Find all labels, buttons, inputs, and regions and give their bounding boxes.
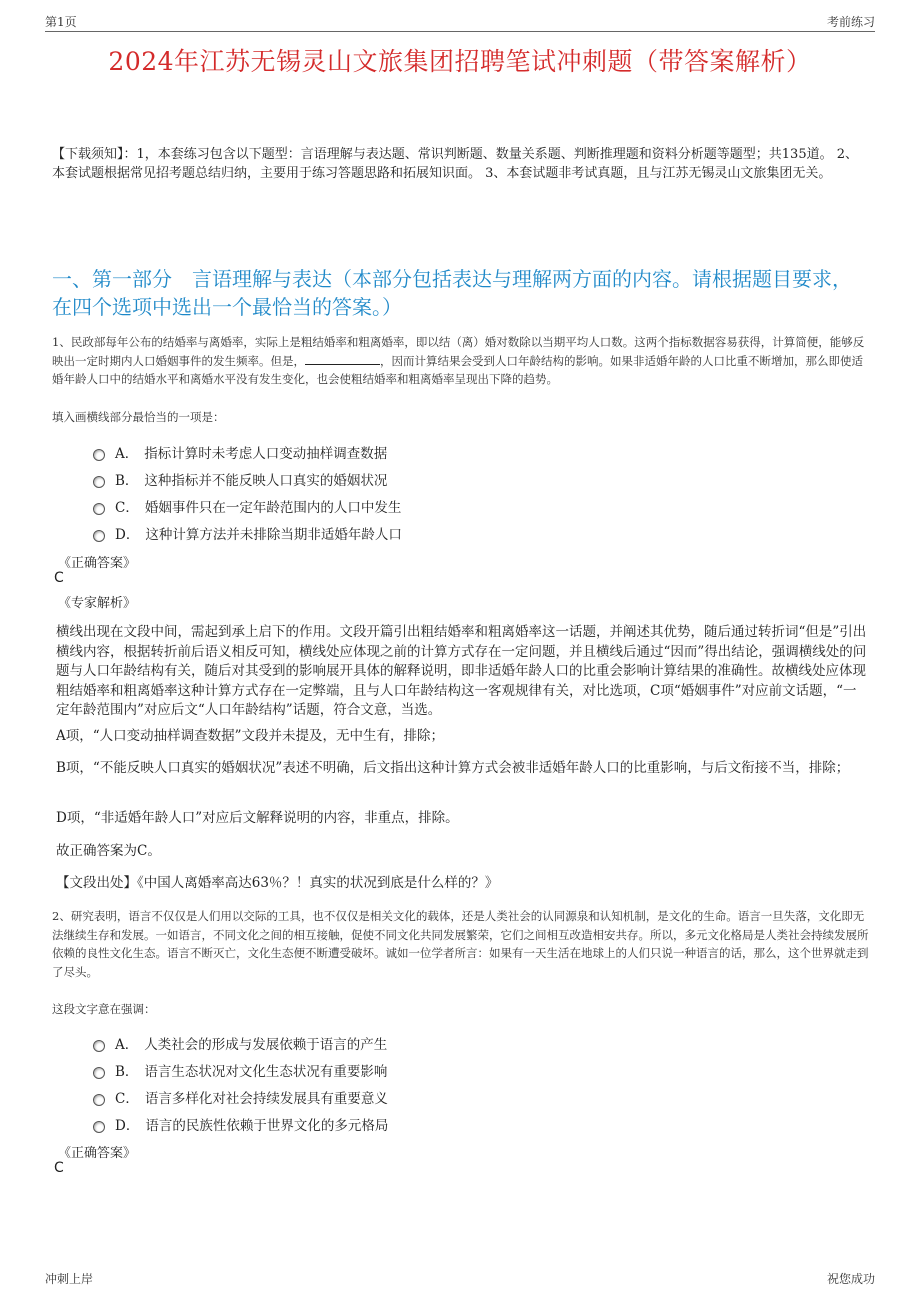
option-b[interactable] (93, 465, 402, 492)
radio-button-icon[interactable] (93, 1094, 105, 1106)
option-text: 语言多样化对社会持续发展具有重要意义 (144, 1090, 388, 1107)
passage-source: 【文段出处】《中国人离婚率高达63％？！真实的状况到底是什么样的？》 (56, 875, 499, 891)
question-2-text: 2、研究表明，语言不仅仅是人们用以交际的工具，也不仅仅是相关文化的载体，还是人类社会的认同源泉和认知机制，是文化的生命。语言一旦失落，文化即无法继续生存和发展。一如语言，不同文化之间的相互接触，促使不同文化共同发展繁荣，它们之间相互改造相安共存。所以，多元文化格局是人类社会持续发展所依赖的良性文化生态。语言不断灭亡，文化生态便不断遭受破坏。诚如一位学者所言：如果有一天生活在地球上的人们只说一种语言的话，那么，这个世界就走到了尽头。 (52, 909, 869, 979)
option-b[interactable] (93, 1056, 388, 1083)
question-2-options (93, 1029, 388, 1137)
answer-heading: 《正确答案》 (58, 1146, 137, 1161)
radio-button-icon[interactable] (93, 476, 105, 488)
radio-button-icon[interactable] (93, 1121, 105, 1133)
question-1-text-after: ，因而计算结果会受到人口年龄结构的影响。如果非适婚年龄的人口比重不断增加，那么即使适婚年龄人口中的结婚水平和离婚水平没有发生变化，也会使粗结婚率和粗离婚率呈现出下降的趋势。 (52, 353, 863, 386)
download-notice: 【下载须知】：1，本套练习包含以下题型：言语理解与表达题、常识判断题、数量关系题、判断推理题和资料分析题等题型；共135道。 2、本套试题根据常见招考题总结归纳，主要用于练习答题思路和拓展知识面。 3、本套试题非考试真题，且与江苏无锡灵山文旅集团无关。 (52, 147, 858, 181)
page-header (45, 13, 875, 31)
question-1-text-before: 1、民政部每年公布的结婚率与离婚率，实际上是粗结婚率和粗离婚率，即以结（离）婚对数除以当期平均人口数。这两个指标数据容易获得，计算简便，能够反映出一定时期内人口婚姻事件的发生频率。但是， (52, 335, 865, 368)
question-1-prompt: 填入画横线部分最恰当的一项是： (52, 410, 225, 424)
option-label: A． (115, 445, 139, 462)
question-2-prompt: 这段文字意在强调： (52, 1002, 156, 1016)
option-a[interactable] (93, 438, 402, 465)
analysis-option-d: D项，“非适婚年龄人口”对应后文解释说明的内容，非重点，排除。 (56, 810, 459, 826)
fill-blank (305, 352, 380, 365)
option-label: B． (115, 472, 139, 489)
option-text: 语言的民族性依赖于世界文化的多元格局 (145, 1117, 389, 1134)
analysis-paragraph: 横线出现在文段中间，需起到承上启下的作用。文段开篇引出粗结婚率和粗离婚率这一话题，并阐述其优势，随后通过转折词“但是”引出横线内容，根据转折前后语义相反可知，横线处应体现之前的计算方式存在一定问题，并且横线后通过“因而”得出结论，强调横线处的问题与人口年龄结构有关，随后对其受到的影响展开具体的解释说明，即非适婚年龄人口的比重会影响计算结果的准确性。故横线处应体现粗结婚率和粗离婚率这种计算方式存在一定弊端，且与人口年龄结构这一客观规律有关，对比选项，C项“婚姻事件”对应前文话题，“一定年龄范围内”对应后文“人口年龄结构”话题，符合文意，当选。 (56, 624, 867, 718)
header-divider (45, 31, 875, 32)
answer-heading: 《正确答案》 (58, 556, 137, 571)
analysis-heading: 《专家解析》 (58, 596, 137, 611)
option-text: 这种计算方法并未排除当期非适婚年龄人口 (145, 526, 402, 543)
question-1-text (52, 333, 870, 389)
page-number: 第1页 (45, 15, 77, 29)
option-label: D． (115, 1117, 140, 1134)
answer-value: C (54, 570, 64, 586)
radio-button-icon[interactable] (93, 1040, 105, 1052)
footer-left: 冲刺上岸 (45, 1272, 94, 1286)
question-1-options (93, 438, 402, 546)
header-category: 考前练习 (826, 15, 875, 29)
option-label: C． (115, 1090, 139, 1107)
option-text: 人类社会的形成与发展依赖于语言的产生 (144, 1036, 388, 1053)
option-text: 这种指标并不能反映人口真实的婚姻状况 (144, 472, 388, 489)
option-label: B． (115, 1063, 139, 1080)
option-label: C． (115, 499, 139, 516)
option-text: 指标计算时未考虑人口变动抽样调查数据 (144, 445, 388, 462)
radio-button-icon[interactable] (93, 530, 105, 542)
analysis-option-b: B项，“不能反映人口真实的婚姻状况”表述不明确，后文指出这种计算方式会被非适婚年龄人口的比重影响，与后文衔接不当，排除； (56, 760, 850, 776)
option-text: 婚姻事件只在一定年龄范围内的人口中发生 (144, 499, 402, 516)
section-heading: 一、第一部分 言语理解与表达（本部分包括表达与理解两方面的内容。请根据题目要求，在四个选项中选出一个最恰当的答案。） (52, 267, 852, 319)
radio-button-icon[interactable] (93, 1067, 105, 1079)
document-title: 2024年江苏无锡灵山文旅集团招聘笔试冲刺题（带答案解析） (108, 47, 812, 76)
option-d[interactable] (93, 1110, 388, 1137)
radio-button-icon[interactable] (93, 503, 105, 515)
answer-value: C (54, 1160, 64, 1176)
option-a[interactable] (93, 1029, 388, 1056)
option-label: A． (115, 1036, 139, 1053)
option-d[interactable] (93, 519, 402, 546)
analysis-option-a: A项，“人口变动抽样调查数据”文段并未提及，无中生有，排除； (56, 728, 445, 744)
option-label: D． (115, 526, 140, 543)
analysis-conclusion: 故正确答案为C。 (56, 843, 161, 859)
radio-button-icon[interactable] (93, 449, 105, 461)
option-c[interactable] (93, 492, 402, 519)
footer-right: 祝您成功 (826, 1272, 875, 1286)
option-c[interactable] (93, 1083, 388, 1110)
option-text: 语言生态状况对文化生态状况有重要影响 (144, 1063, 388, 1080)
